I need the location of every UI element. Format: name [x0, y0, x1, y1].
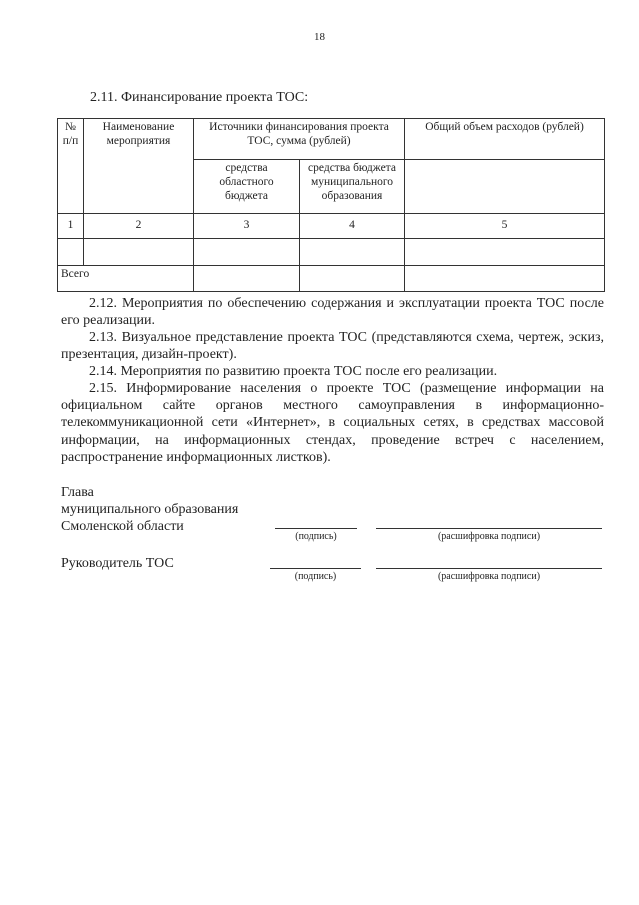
header-total-expenses: Общий объем расходов (рублей)	[405, 119, 605, 160]
tos-signature-caption: (подпись)	[294, 571, 337, 582]
tos-signature-line	[270, 568, 361, 569]
paragraph-text: 2.14. Мероприятия по развитию проекта ТОС после его реализации.	[89, 364, 498, 379]
table-column-numbers-row	[58, 214, 605, 239]
header-funding-sources: Источники финансирования проекта ТОС, сумма (рублей)	[194, 119, 405, 160]
subheader-regional-budget: средства областного бюджета	[194, 160, 300, 214]
tos-leader-label: Руководитель ТОС	[61, 556, 174, 571]
paragraph-text: 2.13. Визуальное представление проекта ТОС (представляются схема, чертеж, эскиз, презентация, дизайн-проект).	[61, 330, 604, 363]
paragraph-text: 2.15. Информирование населения о проекте ТОС (размещение информации на официальном сайте органов местного самоуправления в информационно-телекоммуникационной сети «Интернет», в социальных сетях, в средствах массовой информации, на информационных стендах, проведение встреч с населением, распространение информационных листков).	[61, 381, 604, 465]
financing-table	[57, 118, 605, 292]
paragraph-2-15	[61, 380, 604, 466]
table-cell	[194, 266, 300, 292]
page-number: 18	[314, 31, 325, 43]
head-title-line2: муниципального образования	[61, 502, 239, 517]
header-event-name: Наименование мероприятия	[84, 119, 194, 214]
head-title-line3: Смоленской области	[61, 519, 184, 534]
table-header-row	[58, 119, 605, 160]
paragraph-2-14	[61, 363, 604, 380]
head-signature-line	[275, 528, 357, 529]
table-total-row	[58, 266, 605, 292]
paragraph-text: 2.12. Мероприятия по обеспечению содержания и эксплуатации проекта ТОС после его реализации.	[61, 296, 604, 329]
column-number-5: 5	[405, 214, 605, 239]
head-decode-line	[376, 528, 602, 529]
subheader-empty	[405, 160, 605, 214]
total-label: Всего	[58, 266, 194, 292]
paragraph-2-12	[61, 295, 604, 329]
table-cell	[300, 266, 405, 292]
table-cell	[300, 239, 405, 266]
table-cell	[84, 239, 194, 266]
table-cell	[405, 266, 605, 292]
head-signatory-block	[61, 484, 238, 535]
column-number-4: 4	[300, 214, 405, 239]
section-title: 2.11. Финансирование проекта ТОС:	[90, 90, 309, 105]
column-number-3: 3	[194, 214, 300, 239]
tos-decode-caption: (расшифровка подписи)	[437, 571, 541, 582]
subheader-municipal-budget: средства бюджета муниципального образования	[300, 160, 405, 214]
column-number-2: 2	[84, 214, 194, 239]
head-decode-caption: (расшифровка подписи)	[437, 531, 541, 542]
table-cell	[58, 239, 84, 266]
table-cell	[194, 239, 300, 266]
tos-decode-line	[376, 568, 602, 569]
head-signature-caption: (подпись)	[295, 531, 337, 542]
column-number-1: 1	[58, 214, 84, 239]
table-row	[58, 239, 605, 266]
table-cell	[405, 239, 605, 266]
paragraph-2-13	[61, 329, 604, 363]
header-number: № п/п	[58, 119, 84, 214]
head-title-line1: Глава	[61, 485, 94, 500]
